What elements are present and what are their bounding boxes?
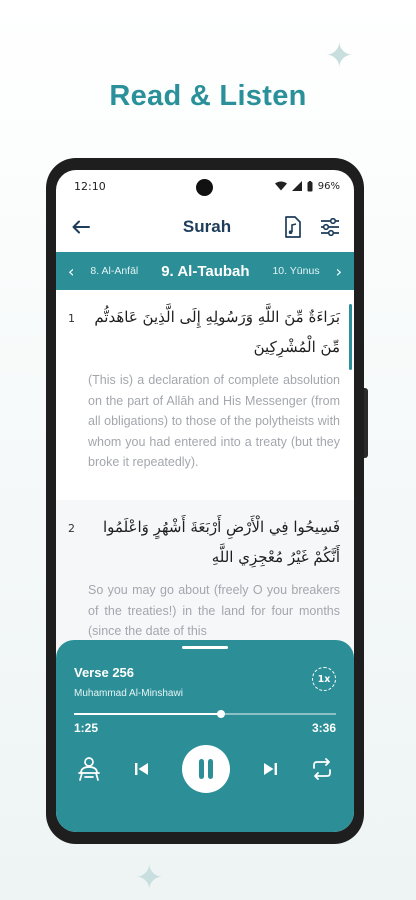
sparkle-bottom-icon: ✦	[135, 858, 164, 898]
progress-slider[interactable]	[74, 709, 336, 719]
verse-row	[68, 512, 340, 572]
arrow-left-icon	[72, 220, 90, 234]
playback-speed-button[interactable]: 1x	[312, 667, 336, 691]
player-reciter[interactable]: Muhammad Al-Minshawi	[74, 688, 183, 699]
verse-number: 1	[68, 312, 75, 325]
skip-previous-icon	[134, 761, 150, 777]
wifi-icon	[275, 181, 287, 191]
repeat-icon	[310, 758, 334, 780]
skip-next-icon	[262, 761, 278, 777]
camera-cutout	[196, 179, 213, 196]
play-pause-button[interactable]	[182, 745, 230, 793]
surah-navigation	[56, 252, 354, 290]
current-time: 1:25	[74, 721, 99, 735]
reciter-select-button[interactable]	[76, 756, 102, 782]
pause-icon	[197, 758, 215, 780]
audio-download-button[interactable]	[284, 216, 302, 238]
progress-thumb[interactable]	[217, 710, 225, 718]
phone-frame	[46, 158, 364, 844]
phone-side-button	[364, 388, 368, 458]
player-times	[74, 721, 336, 735]
headline: Read & Listen	[109, 80, 307, 112]
player-info	[74, 665, 183, 699]
previous-verse-button[interactable]	[134, 761, 150, 777]
surah-nav-next-group	[272, 262, 346, 281]
next-verse-button[interactable]	[262, 761, 278, 777]
repeat-button[interactable]	[310, 758, 334, 780]
status-icons	[275, 181, 340, 192]
signal-icon	[292, 181, 302, 191]
back-button[interactable]	[72, 220, 90, 234]
total-time: 3:36	[311, 721, 336, 735]
chevron-right-icon[interactable]: ›	[335, 261, 342, 281]
surah-nav-prev-group	[64, 262, 138, 281]
status-time: 12:10	[74, 179, 106, 193]
player-header	[74, 665, 336, 699]
verse-arabic: فَسِيحُوا فِي الْأَرْضِ أَرْبَعَةَ أَشْهُرٍ وَاعْلَمُوا أَنَّكُمْ غَيْرُ مُعْجِزِي اللَّهِ	[103, 518, 340, 566]
chevron-left-icon[interactable]: ‹	[68, 261, 75, 281]
verse-item[interactable]	[56, 290, 354, 500]
reciter-icon	[76, 756, 102, 782]
phone-screen	[56, 170, 354, 832]
surah-prev[interactable]: 8. Al-Anfāl	[90, 265, 139, 277]
verse-translation: (This is) a declaration of complete absolution on the part of Allāh and His Messenger (from all obligations) to those of the polytheists with whom you had entered into a treaty (but they broke it repeatedly).	[88, 373, 340, 469]
sparkle-top-icon: ✦	[325, 36, 354, 76]
audio-player	[56, 640, 354, 832]
app-bar	[56, 202, 354, 252]
battery-percent: 96%	[317, 180, 340, 192]
settings-button[interactable]	[320, 218, 340, 236]
verse-arabic: بَرَاءَةٌ مِّنَ اللَّهِ وَرَسُولِهِ إِلَى الَّذِينَ عَاهَدتُّم مِّنَ الْمُشْرِكِينَ	[94, 308, 340, 356]
player-controls	[74, 745, 336, 793]
surah-current: 9. Al-Taubah	[161, 262, 250, 280]
sliders-icon	[320, 218, 340, 236]
battery-icon	[307, 181, 313, 192]
scrollbar[interactable]	[349, 304, 352, 370]
verse-row	[68, 302, 340, 362]
player-verse-title: Verse 256	[74, 665, 135, 680]
player-drag-handle[interactable]	[182, 646, 228, 649]
music-file-icon	[284, 216, 302, 238]
verse-number: 2	[68, 522, 75, 535]
progress-fill	[74, 713, 221, 715]
page-title: Surah	[182, 217, 232, 236]
surah-next[interactable]: 10. Yūnus	[272, 265, 320, 277]
verse-translation: So you may go about (freely O you breakers of the treaties!) in the land for four months (since the date of this	[88, 583, 340, 638]
app-bar-actions	[284, 216, 340, 238]
